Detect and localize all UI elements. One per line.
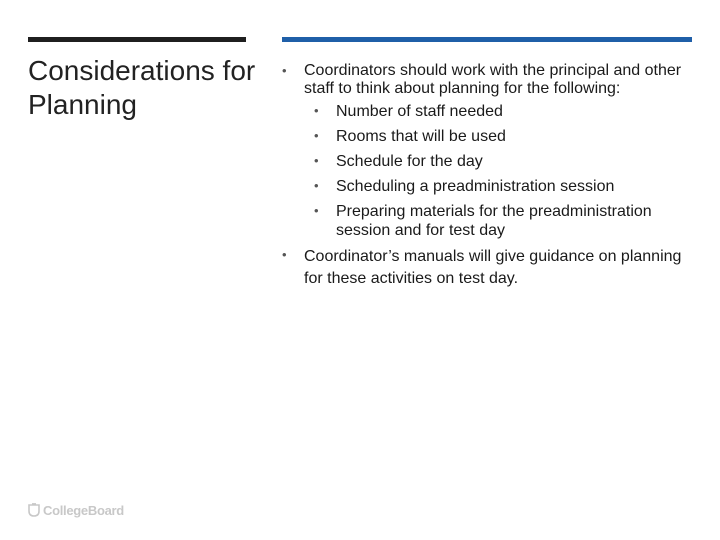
bullet-marker: • (314, 153, 319, 168)
bullet-text: Coordinator’s manuals will give guidance on planning for these activities on test day. (304, 248, 682, 287)
bullet-marker: • (314, 128, 319, 143)
sub-bullet-item (314, 202, 702, 240)
bullet-marker: • (282, 63, 287, 78)
acorn-icon (28, 503, 40, 517)
sub-bullet-item (314, 102, 702, 121)
college-board-logo (28, 502, 124, 518)
sub-bullet-text: Number of staff needed (336, 103, 503, 120)
sub-bullet-text: Scheduling a preadministration session (336, 178, 615, 195)
bullet-item (282, 62, 702, 98)
sub-bullet-item (314, 152, 702, 171)
bullet-marker: • (314, 103, 319, 118)
bullet-item (282, 246, 702, 290)
sub-bullet-text: Preparing materials for the preadministration session and for test day (336, 203, 652, 239)
logo-text: CollegeBoard (43, 502, 124, 518)
bullet-marker: • (314, 178, 319, 193)
bullet-marker: • (282, 247, 287, 262)
content-rule (282, 37, 692, 42)
title-rule (28, 37, 246, 42)
sub-bullet-list (314, 102, 702, 240)
sub-bullet-text: Schedule for the day (336, 153, 483, 170)
slide-title: Considerations for Planning (28, 55, 256, 120)
sub-bullet-item (314, 177, 702, 196)
bullet-marker: • (314, 203, 319, 218)
content-body (282, 62, 702, 290)
bullet-text: Coordinators should work with the principal and other staff to think about planning for the following: (304, 62, 682, 97)
sub-bullet-text: Rooms that will be used (336, 128, 506, 145)
sub-bullet-item (314, 127, 702, 146)
